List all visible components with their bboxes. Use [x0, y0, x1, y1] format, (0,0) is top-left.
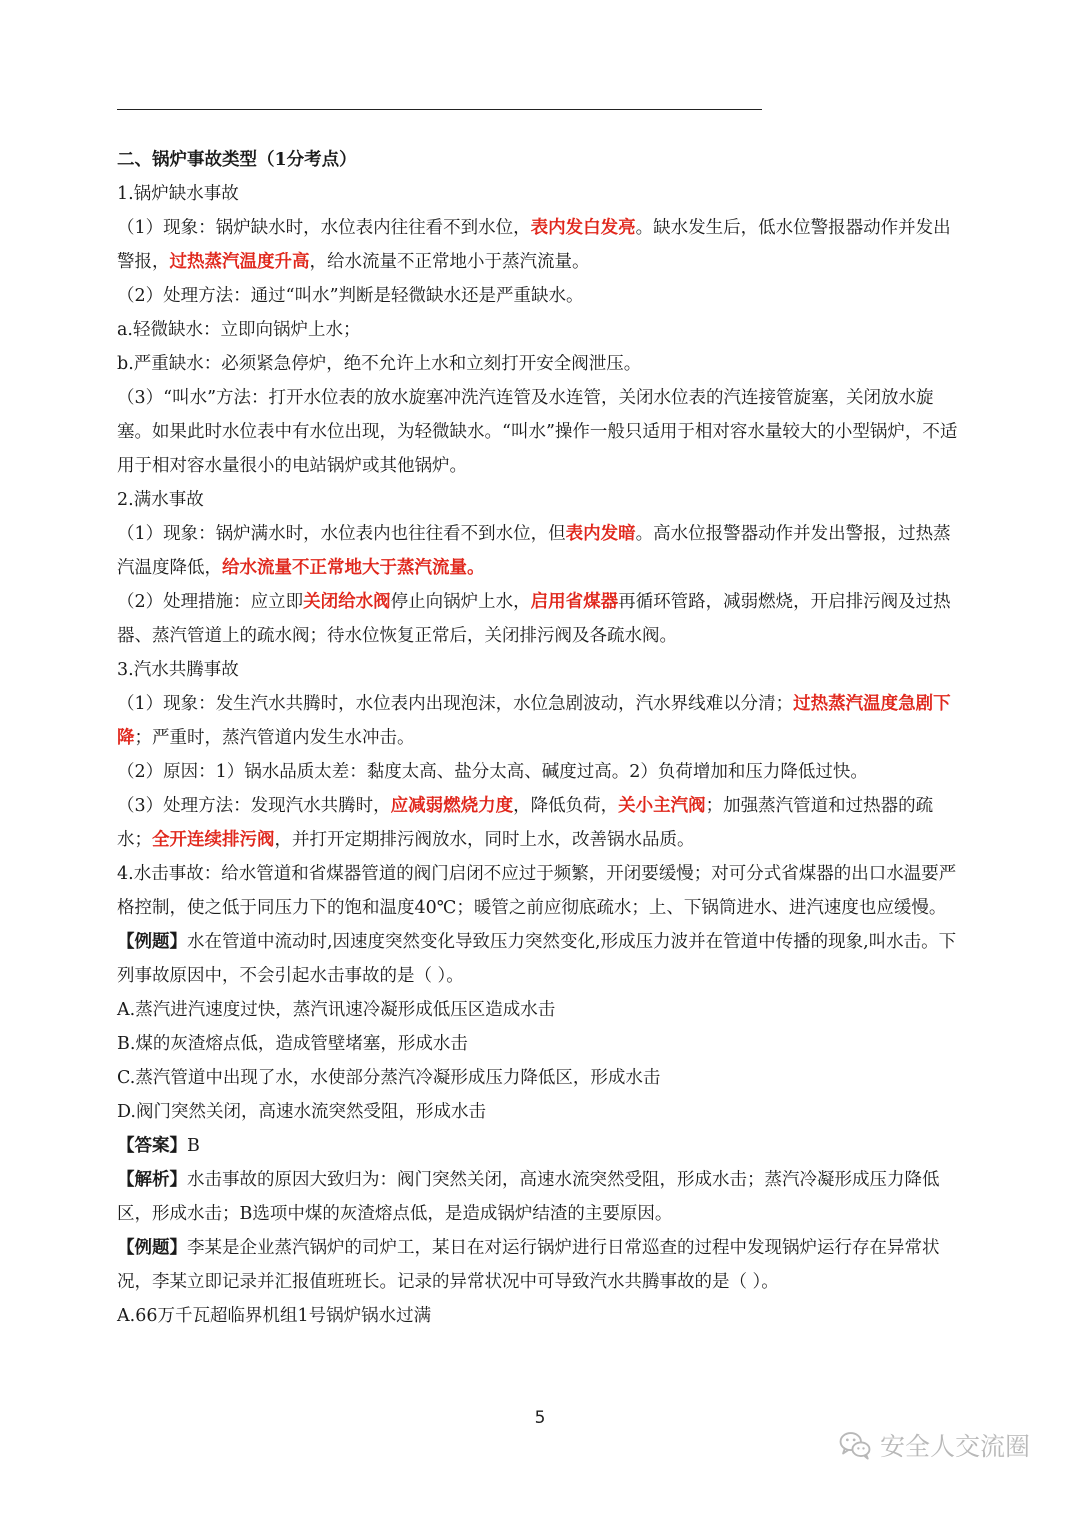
example1-analysis: 【解析】水击事故的原因大致归为：阀门突然关闭，高速水流突然受阻，形成水击；蒸汽冷凝形成压力降低区，形成水击；B选项中煤的灰渣熔点低，是造成锅炉结渣的主要原因。 — [117, 1170, 940, 1224]
example2-option-a: A.66万千瓦超临界机组1号锅炉锅水过满 — [117, 1306, 432, 1326]
section-title: 二、锅炉事故类型（1分考点） — [117, 150, 357, 170]
s3-cause: （2）原因：1）锅水品质太差：黏度太高、盐分太高、碱度过高。2）负荷增加和压力降低过快。 — [117, 762, 868, 782]
s3-title: 3.汽水共腾事故 — [117, 660, 239, 680]
highlight: 给水流量不正常地大于蒸汽流量。 — [222, 558, 485, 578]
example1-option-a: A.蒸汽进汽速度过快，蒸汽讯速冷凝形成低压区造成水击 — [117, 1000, 556, 1020]
s3-method: （3）处理方法：发现汽水共腾时，应减弱燃烧力度，降低负荷，关小主汽阀；加强蒸汽管道和过热器的疏水；全开连续排污阀，并打开定期排污阀放水，同时上水，改善锅水品质。 — [117, 796, 934, 850]
highlight: 启用省煤器 — [530, 592, 619, 612]
highlight: 关小主汽阀 — [618, 796, 706, 816]
example1-answer: 【答案】B — [117, 1136, 200, 1156]
highlight: 过热蒸汽温度升高 — [169, 252, 310, 272]
example1-option-c: C.蒸汽管道中出现了水，水使部分蒸汽冷凝形成压力降低区，形成水击 — [117, 1068, 661, 1088]
s1-method: （2）处理方法：通过“叫水”判断是轻微缺水还是严重缺水。 — [117, 286, 584, 306]
highlight: 表内发白发亮 — [530, 218, 636, 238]
document-body — [117, 143, 967, 1333]
s1-call-water: （3）“叫水”方法：打开水位表的放水旋塞冲洗汽连管及水连管，关闭水位表的汽连接管旋塞，关闭放水旋塞。如果此时水位表中有水位出现，为轻微缺水。“叫水”操作一般只适用于相对容水量较大的小型锅炉，不适用于相对容水量很小的电站锅炉或其他锅炉。 — [117, 388, 958, 476]
s4-water-hammer: 4.水击事故：给水管道和省煤器管道的阀门启闭不应过于频繁，开闭要缓慢；对可分式省煤器的出口水温要严格控制，使之低于同压力下的饱和温度40℃；暖管之前应彻底疏水；上、下锅筒进水、进汽速度也应缓慢。 — [117, 864, 957, 918]
page-number: 5 — [534, 1408, 546, 1428]
s1-item-b: b.严重缺水：必须紧急停炉，绝不允许上水和立刻打开安全阀泄压。 — [117, 354, 642, 374]
example1-question: 【例题】水在管道中流动时,因速度突然变化导致压力突然变化,形成压力波并在管道中传播的现象,叫水击。下列事故原因中，不会引起水击事故的是（ ）。 — [117, 932, 957, 986]
highlight: 表内发暗 — [565, 524, 636, 544]
s2-title: 2.满水事故 — [117, 490, 204, 510]
highlight: 关闭给水阀 — [303, 592, 391, 612]
example1-option-d: D.阀门突然关闭，高速水流突然受阻，形成水击 — [117, 1102, 486, 1122]
highlight: 全开连续排污阀 — [152, 830, 275, 850]
watermark — [838, 1425, 1030, 1465]
highlight: 应减弱燃烧力度 — [390, 796, 514, 816]
s1-title: 1.锅炉缺水事故 — [117, 184, 239, 204]
header-rule — [117, 109, 762, 110]
highlight: 过热蒸汽温度急剧下降 — [117, 694, 951, 748]
s2-measures: （2）处理措施：应立即关闭给水阀停止向锅炉上水，启用省煤器再循环管路，减弱燃烧，开启排污阀及过热器、蒸汽管道上的疏水阀；待水位恢复正常后，关闭排污阀及各疏水阀。 — [117, 592, 951, 646]
s2-phenomenon: （1）现象：锅炉满水时，水位表内也往往看不到水位，但表内发暗。高水位报警器动作并发出警报，过热蒸汽温度降低，给水流量不正常地大于蒸汽流量。 — [117, 524, 951, 578]
s3-phenomenon: （1）现象：发生汽水共腾时，水位表内出现泡沫，水位急剧波动，汽水界线难以分清；过热蒸汽温度急剧下降；严重时，蒸汽管道内发生水冲击。 — [117, 694, 951, 748]
example2-question: 【例题】李某是企业蒸汽锅炉的司炉工，某日在对运行锅炉进行日常巡查的过程中发现锅炉运行存在异常状况，李某立即记录并汇报值班班长。记录的异常状况中可导致汽水共腾事故的是（ ）。 — [117, 1238, 940, 1292]
example1-option-b: B.煤的灰渣熔点低，造成管壁堵塞，形成水击 — [117, 1034, 468, 1054]
watermark-text: 安全人交流圈 — [880, 1432, 1031, 1461]
s1-item-a: a.轻微缺水：立即向锅炉上水； — [117, 320, 361, 340]
s1-phenomenon: （1）现象：锅炉缺水时，水位表内往往看不到水位，表内发白发亮。缺水发生后，低水位警报器动作并发出警报，过热蒸汽温度升高，给水流量不正常地小于蒸汽流量。 — [117, 218, 951, 272]
wechat-icon — [838, 1428, 872, 1462]
